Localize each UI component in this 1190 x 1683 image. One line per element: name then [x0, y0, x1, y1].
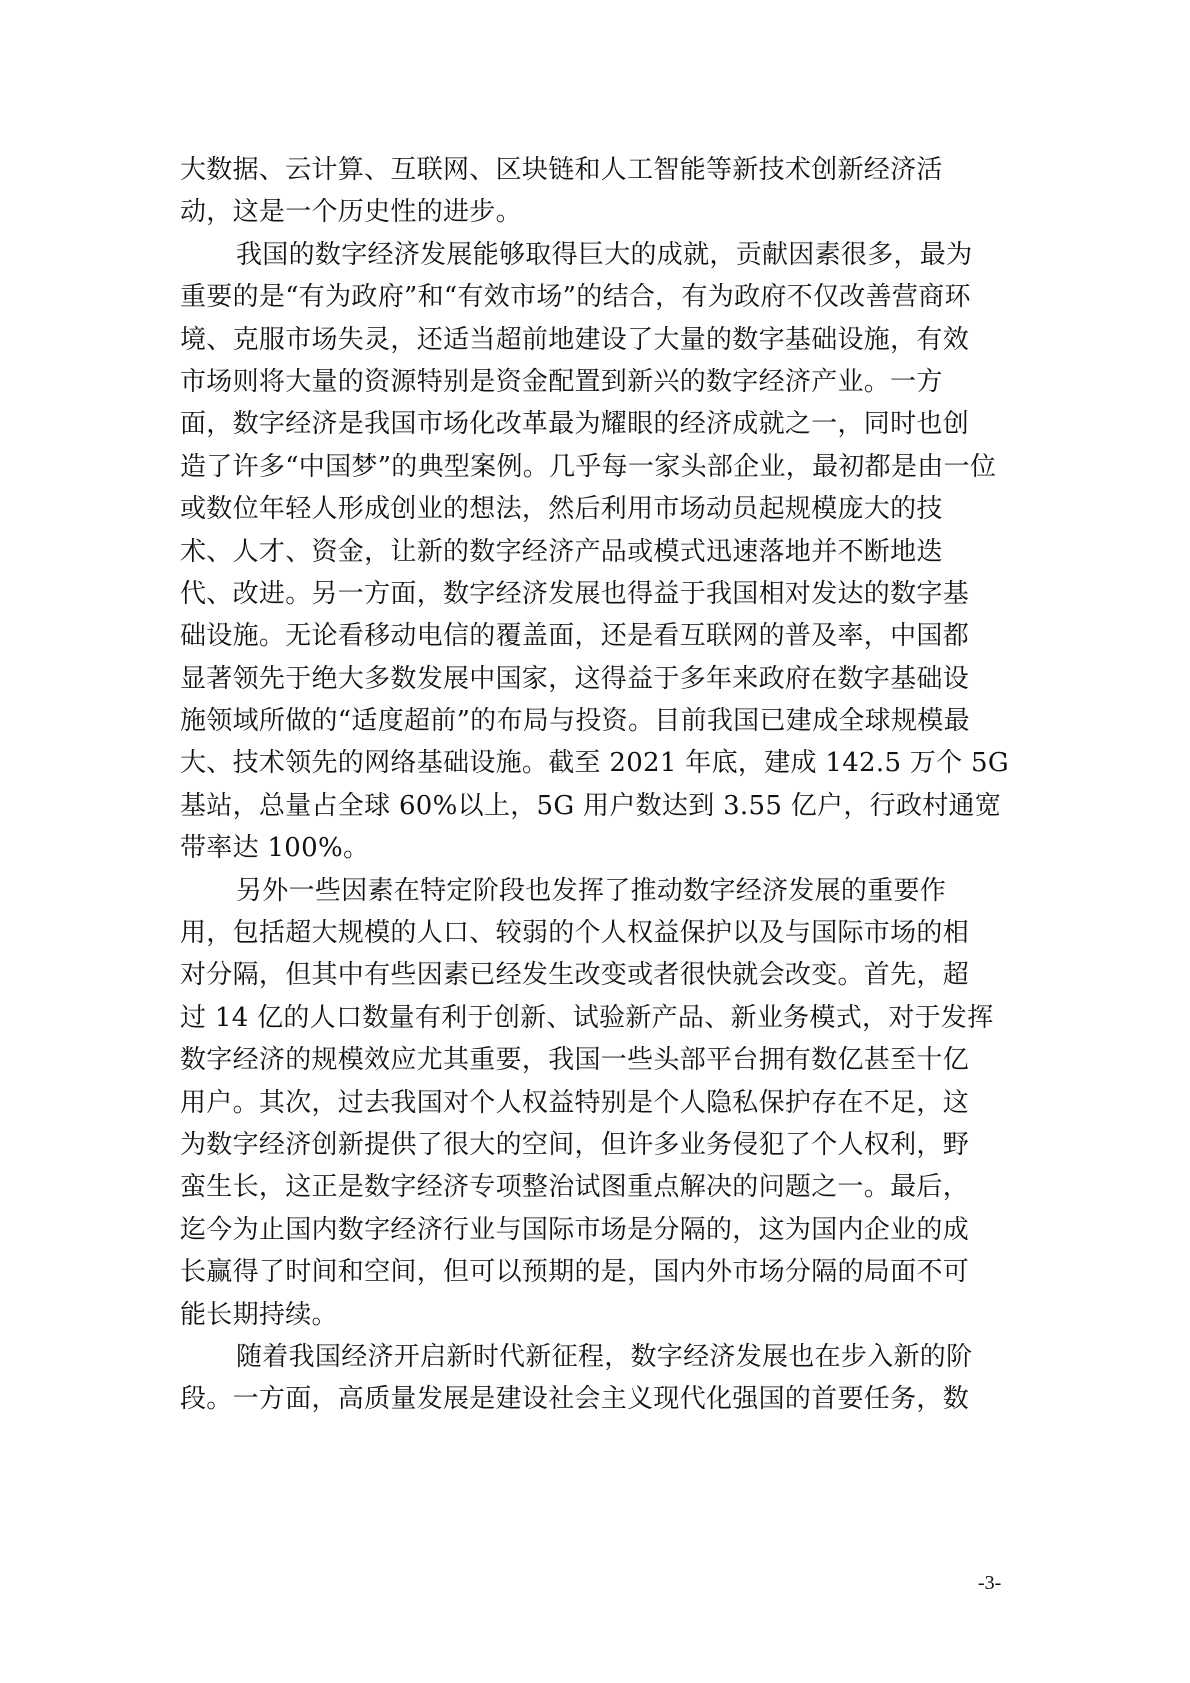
text-line: 大数据、云计算、互联网、区块链和人工智能等新技术创新经济活 — [180, 155, 943, 185]
text-line: 能长期持续。 — [180, 1299, 338, 1330]
text-line: 动，这是一个历史性的进步。 — [180, 197, 522, 228]
text-line: 迄今为止国内数字经济行业与国际市场是分隔的，这为国内企业的成 — [180, 1214, 970, 1245]
text-line: 或数位年轻人形成创业的想法，然后利用市场动员起规模庞大的技 — [180, 494, 943, 525]
text-line: 础设施。无论看移动电信的覆盖面，还是看互联网的普及率，中国都 — [180, 621, 970, 652]
text-line: 基站，总量占全球 60%以上，5G 用户数达到 3.55 亿户，行政村通宽 — [180, 790, 1002, 821]
text-line: 过 14 亿的人口数量有利于创新、试验新产品、新业务模式，对于发挥 — [180, 1002, 994, 1033]
text-line: 境、克服市场失灵，还适当超前地建设了大量的数字基础设施，有效 — [180, 324, 970, 355]
text-line: 用户。其次，过去我国对个人权益特别是个人隐私保护存在不足，这 — [180, 1087, 970, 1118]
text-line: 带率达 100%。 — [180, 833, 370, 864]
text-line: 蛮生长，这正是数字经济专项整治试图重点解决的问题之一。最后， — [180, 1172, 970, 1203]
text-line: 造了许多“中国梦”的典型案例。几乎每一家头部企业，最初都是由一位 — [180, 451, 997, 482]
text-line: 长赢得了时间和空间，但可以预期的是，国内外市场分隔的局面不可 — [180, 1257, 970, 1288]
text-line: 施领域所做的“适度超前”的布局与投资。目前我国已建成全球规模最 — [180, 706, 970, 737]
text-line: 代、改进。另一方面，数字经济发展也得益于我国相对发达的数字基 — [180, 578, 970, 609]
text-line: 段。一方面，高质量发展是建设社会主义现代化强国的首要任务，数 — [180, 1384, 970, 1415]
text-line: 重要的是“有为政府”和“有效市场”的结合，有为政府不仅改善营商环 — [180, 282, 971, 313]
page-number: -3- — [978, 1572, 1002, 1594]
paragraph-start-line: 另外一些因素在特定阶段也发挥了推动数字经济发展的重要作 — [236, 875, 947, 906]
text-line: 数字经济的规模效应尤其重要，我国一些头部平台拥有数亿甚至十亿 — [180, 1045, 970, 1076]
text-line: 用，包括超大规模的人口、较弱的个人权益保护以及与国际市场的相 — [180, 918, 970, 949]
paragraph-start-line: 我国的数字经济发展能够取得巨大的成就，贡献因素很多，最为 — [236, 239, 973, 270]
paragraph-start-line: 随着我国经济开启新时代新征程，数字经济发展也在步入新的阶 — [236, 1341, 973, 1372]
text-line: 对分隔，但其中有些因素已经发生改变或者很快就会改变。首先，超 — [180, 960, 970, 991]
text-line: 市场则将大量的资源特别是资金配置到新兴的数字经济产业。一方 — [180, 366, 943, 397]
text-line: 大、技术领先的网络基础设施。截至 2021 年底，建成 142.5 万个 5G — [180, 748, 1009, 779]
body-text — [180, 149, 1010, 1421]
text-line: 显著领先于绝大多数发展中国家，这得益于多年来政府在数字基础设 — [180, 663, 970, 694]
text-line: 为数字经济创新提供了很大的空间，但许多业务侵犯了个人权利，野 — [180, 1129, 970, 1160]
text-line: 面，数字经济是我国市场化改革最为耀眼的经济成就之一，同时也创 — [180, 409, 970, 440]
text-line: 术、人才、资金，让新的数字经济产品或模式迅速落地并不断地迭 — [180, 536, 943, 567]
